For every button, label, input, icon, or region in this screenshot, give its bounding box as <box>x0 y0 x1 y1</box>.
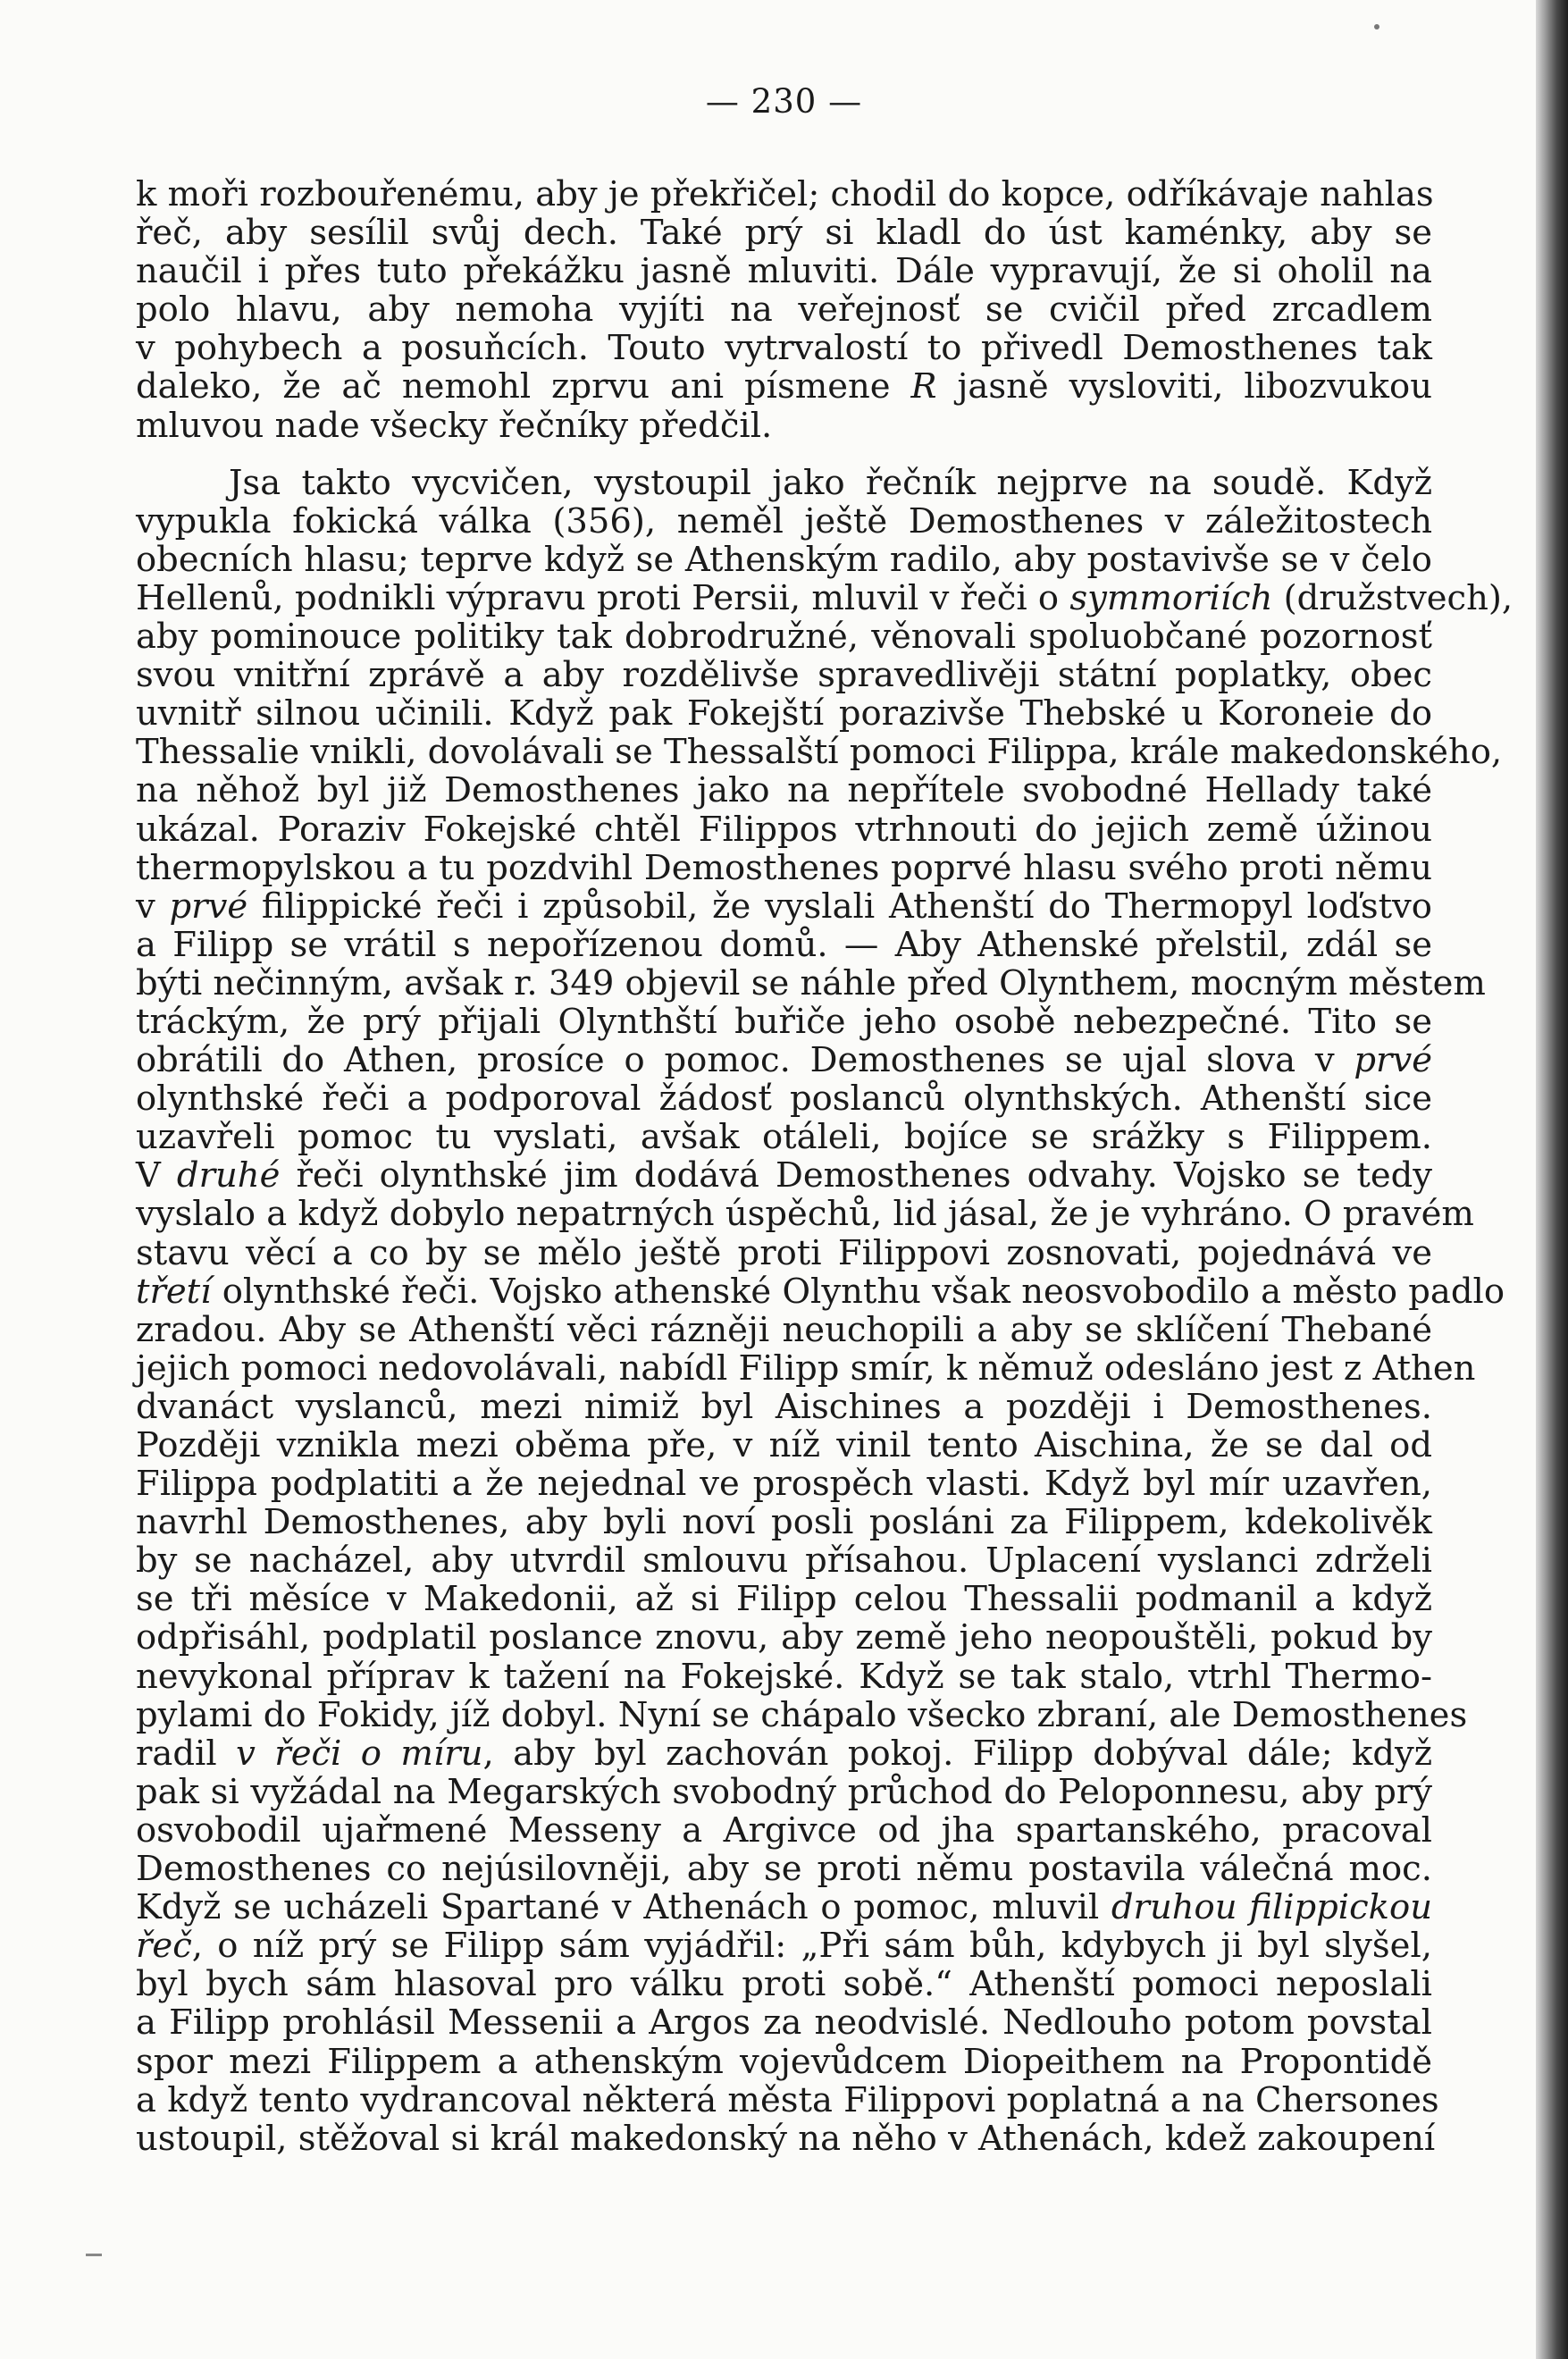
text-line: zradou. Aby se Athenští věci rázněji neuchopili a aby se sklíčení Thebané <box>136 1309 1432 1350</box>
text-line: stavu věcí a co by se mělo ještě proti Filippovi zosnovati, pojednává ve <box>136 1232 1432 1273</box>
text-line: Jsa takto vycvičen, vystoupil jako řečník nejprve na soudě. Když <box>229 462 1432 503</box>
text-line: spor mezi Filippem a athenským vojevůdcem Diopeithem na Propontidě <box>136 2041 1432 2082</box>
text-line: k moři rozbouřenému, aby je překřičel; chodil do kopce, odříkávaje nahlas <box>136 174 1434 214</box>
text-line: jejich pomoci nedovolávali, nabídl Filipp smír, k němuž odesláno jest z Athen <box>136 1347 1476 1389</box>
italic-term: prvé <box>1354 1040 1432 1081</box>
text-line: dvanáct vyslanců, mezi nimiž byl Aischines a později i Demosthenes. <box>136 1386 1432 1427</box>
text-line: třetí olynthské řeči. Vojsko athenské Olynthu však neosvobodilo a město padlo <box>136 1271 1505 1312</box>
paragraph-gap <box>136 445 1432 464</box>
text-line: v prvé filippické řeči i způsobil, že vyslali Athenští do Thermopyl loďstvo <box>136 886 1432 927</box>
text-line: v pohybech a posuňcích. Touto vytrvalostí to přivedl Demosthenes tak <box>136 328 1432 369</box>
text-line: V druhé řeči olynthské jim dodává Demosthenes odvahy. Vojsko se tedy <box>136 1155 1432 1196</box>
text-line: ustoupil, stěžoval si král makedonský na něho v Athenách, kdež zakoupení <box>136 2118 1436 2159</box>
italic-term: v řeči o míru <box>236 1733 483 1774</box>
text-line: obecních hlasu; teprve když se Athenským radilo, aby postavivše se v čelo <box>136 539 1432 580</box>
italic-term: druhé <box>176 1155 281 1196</box>
text-line: vypukla fokická válka (356), neměl ještě Demosthenes v záležitostech <box>136 500 1432 541</box>
text-line: nevykonal příprav k tažení na Fokejské. Když se tak stalo, vtrhl Thermo- <box>136 1656 1432 1697</box>
text-line: obrátili do Athen, prosíce o pomoc. Demosthenes se ujal slova v prvé <box>136 1040 1432 1081</box>
page-edge-shadow <box>1536 0 1568 2359</box>
print-speck <box>1374 24 1379 29</box>
text-line: radil v řeči o míru, aby byl zachován pokoj. Filipp dobýval dále; když <box>136 1733 1433 1774</box>
text-line: vyslalo a když dobylo nepatrných úspěchů, lid jásal, že je vyhráno. O pravém <box>136 1194 1474 1235</box>
text-line: řeč, aby sesílil svůj dech. Také prý si kladl do úst kaménky, aby se <box>136 213 1432 254</box>
text-line: daleko, že ač nemohl zprvu ani písmene R jasně vysloviti, libozvukou <box>136 366 1432 407</box>
text-line: Filippa podplatiti a že nejednal ve prospěch vlasti. Když byl mír uzavřen, <box>136 1464 1432 1505</box>
text-line: Když se ucházeli Spartané v Athenách o pomoc, mluvil druhou filippickou <box>136 1887 1432 1928</box>
paragraph <box>136 462 1513 2159</box>
text-line: ukázal. Poraziv Fokejské chtěl Filippos vtrhnouti do jejich země úžinou <box>136 809 1432 850</box>
text-line: Thessalie vnikli, dovolávali se Thessalští pomoci Filippa, krále makedonského, <box>136 732 1503 773</box>
italic-term: druhou filippickou <box>1111 1887 1432 1928</box>
text-line: pylami do Fokidy, jíž dobyl. Nyní se chápalo všecko zbraní, ale Demosthenes <box>136 1694 1468 1735</box>
text-line: navrhl Demosthenes, aby byli noví posli posláni za Filippem, kdekolivěk <box>136 1502 1432 1543</box>
italic-term: R <box>910 366 937 407</box>
text-line: tráckým, že prý přijali Olynthští buřiče jeho osobě nebezpečné. Tito se <box>136 1001 1432 1042</box>
text-line: by se nacházel, aby utvrdil smlouvu přísahou. Uplacení vyslanci zdrželi <box>136 1540 1432 1582</box>
body-text <box>136 174 1513 2159</box>
paragraph <box>136 175 1432 445</box>
print-mark <box>86 2254 102 2256</box>
text-line: Později vznikla mezi oběma pře, v níž vinil tento Aischina, že se dal od <box>136 1425 1432 1465</box>
text-line: řeč, o níž prý se Filipp sám vyjádřil: „Při sám bůh, kdybych ji byl slyšel, <box>136 1926 1432 1967</box>
text-line: a Filipp se vrátil s nepořízenou domů. — Aby Athenské přelstil, zdál se <box>136 924 1432 965</box>
text-line: Hellenů, podnikli výpravu proti Persii, mluvil v řeči o symmoriích (družstvech), <box>136 577 1513 618</box>
text-line: polo hlavu, aby nemoha vyjíti na veřejnosť se cvičil před zrcadlem <box>136 290 1432 331</box>
italic-term: symmoriích <box>1069 577 1273 618</box>
text-line: býti nečinným, avšak r. 349 objevil se náhle před Olynthem, mocným městem <box>136 962 1486 1003</box>
italic-term: prvé <box>169 886 248 927</box>
italic-term: třetí <box>136 1271 212 1312</box>
text-line: a Filipp prohlásil Messenii a Argos za neodvislé. Nedlouho potom povstal <box>136 2002 1432 2044</box>
text-line: a když tento vydrancoval některá města Filippovi poplatná a na Chersones <box>136 2079 1439 2120</box>
text-line: thermopylskou a tu pozdvihl Demosthenes poprvé hlasu svého proti němu <box>136 847 1432 888</box>
text-line: odpřisáhl, podplatil poslance znovu, aby země jeho neopouštěli, pokud by <box>136 1617 1432 1658</box>
text-line: na něhož byl již Demosthenes jako na nepřítele svobodné Hellady také <box>136 770 1432 811</box>
text-line: osvobodil ujařmené Messeny a Argivce od jha spartanského, pracoval <box>136 1809 1432 1851</box>
page-number: — 230 — <box>705 82 863 121</box>
text-line: uzavřeli pomoc tu vyslati, avšak otáleli, bojíce se srážky s Filippem. <box>136 1117 1432 1158</box>
text-line: pak si vyžádal na Megarských svobodný průchod do Peloponnesu, aby prý <box>136 1771 1432 1812</box>
text-line: aby pominouce politiky tak dobrodružné, věnovali spoluobčané pozornosť <box>136 617 1432 658</box>
text-line: olynthské řeči a podporoval žádosť poslanců olynthských. Athenští sice <box>136 1079 1432 1120</box>
text-line: byl bych sám hlasoval pro válku proti sobě.“ Athenští pomoci neposlali <box>136 1964 1432 2005</box>
text-line: Demosthenes co nejúsilovněji, aby se proti němu postavila válečná moc. <box>136 1849 1432 1890</box>
text-line: svou vnitřní zprávě a aby rozdělivše spravedlivěji státní poplatky, obec <box>136 655 1432 696</box>
text-line: mluvou nade všecky řečníky předčil. <box>136 405 773 446</box>
text-line: uvnitř silnou učinili. Když pak Fokejští porazivše Thebské u Koroneie do <box>136 693 1432 735</box>
text-line: naučil i přes tuto překážku jasně mluviti. Dále vypravují, že si oholil na <box>136 251 1432 292</box>
text-line: se tři měsíce v Makedonii, až si Filipp celou Thessalii podmanil a když <box>136 1579 1432 1620</box>
italic-term: řeč <box>136 1926 192 1967</box>
